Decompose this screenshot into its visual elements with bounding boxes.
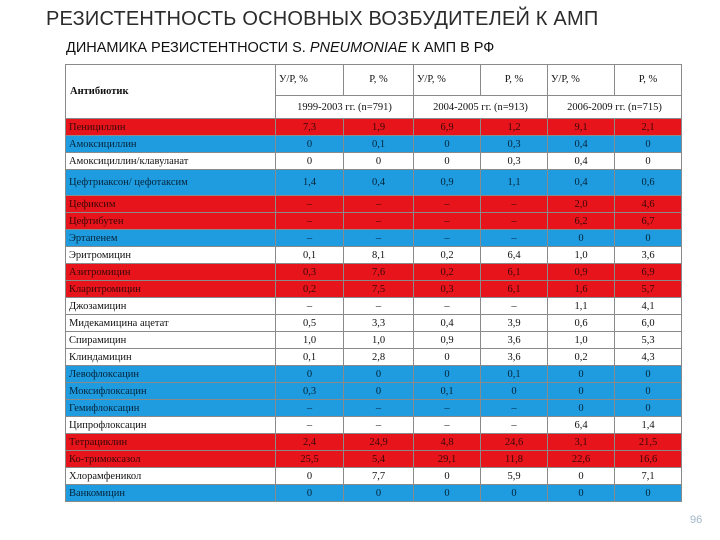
resistance-value: 0 xyxy=(414,153,481,170)
resistance-value: 0 xyxy=(481,485,548,502)
resistance-value: 0,3 xyxy=(481,136,548,153)
resistance-value: 0,4 xyxy=(414,315,481,332)
resistance-value: 1,2 xyxy=(481,119,548,136)
resistance-value: 7,3 xyxy=(276,119,344,136)
resistance-value: – xyxy=(344,230,414,247)
antibiotic-name: Тетрациклин xyxy=(66,434,276,451)
resistance-value: 0 xyxy=(481,383,548,400)
resistance-value: 0,1 xyxy=(481,366,548,383)
resistance-value: 0 xyxy=(414,468,481,485)
resistance-value: 2,1 xyxy=(615,119,682,136)
resistance-value: 5,9 xyxy=(481,468,548,485)
resistance-value: – xyxy=(276,400,344,417)
resistance-value: 0 xyxy=(276,366,344,383)
table-row xyxy=(66,298,682,315)
col-header: Р, % xyxy=(481,65,548,96)
col-header: Р, % xyxy=(344,65,414,96)
table-body xyxy=(66,119,682,502)
table-row xyxy=(66,281,682,298)
resistance-value: 0,6 xyxy=(548,315,615,332)
resistance-value: 1,4 xyxy=(615,417,682,434)
resistance-value: – xyxy=(414,230,481,247)
col-header: У/Р, % xyxy=(414,65,481,96)
col-header: Р, % xyxy=(615,65,682,96)
resistance-value: 0,4 xyxy=(548,153,615,170)
table-row xyxy=(66,153,682,170)
antibiotic-name: Левофлоксацин xyxy=(66,366,276,383)
resistance-value: 0 xyxy=(414,349,481,366)
table-row xyxy=(66,230,682,247)
table-row xyxy=(66,400,682,417)
resistance-value: 4,6 xyxy=(615,196,682,213)
resistance-value: 0,3 xyxy=(276,383,344,400)
table-row xyxy=(66,247,682,264)
resistance-value: 0,9 xyxy=(548,264,615,281)
antibiotic-name: Гемифлоксацин xyxy=(66,400,276,417)
resistance-value: 0,2 xyxy=(414,264,481,281)
resistance-value: 0,3 xyxy=(276,264,344,281)
col-header: У/Р, % xyxy=(276,65,344,96)
resistance-value: – xyxy=(414,417,481,434)
table-row xyxy=(66,434,682,451)
resistance-value: – xyxy=(344,417,414,434)
antibiotic-name: Ко-тримоксазол xyxy=(66,451,276,468)
resistance-value: 0,9 xyxy=(414,332,481,349)
resistance-value: – xyxy=(481,298,548,315)
resistance-value: 6,7 xyxy=(615,213,682,230)
resistance-value: – xyxy=(481,417,548,434)
resistance-value: 0 xyxy=(276,485,344,502)
resistance-value: 1,6 xyxy=(548,281,615,298)
resistance-value: 0 xyxy=(548,468,615,485)
resistance-value: 4,3 xyxy=(615,349,682,366)
table-row xyxy=(66,213,682,230)
resistance-value: – xyxy=(481,230,548,247)
col-header: У/Р, % xyxy=(548,65,615,96)
resistance-value: – xyxy=(481,196,548,213)
resistance-value: 1,9 xyxy=(344,119,414,136)
resistance-value: 2,0 xyxy=(548,196,615,213)
resistance-value: 0,5 xyxy=(276,315,344,332)
table-row xyxy=(66,349,682,366)
resistance-value: 3,6 xyxy=(615,247,682,264)
antibiotic-name: Амоксициллин/клавуланат xyxy=(66,153,276,170)
resistance-value: 0,4 xyxy=(548,136,615,153)
resistance-value: 0 xyxy=(344,485,414,502)
resistance-value: 6,9 xyxy=(414,119,481,136)
resistance-value: – xyxy=(481,213,548,230)
antibiotic-name: Хлорамфеникол xyxy=(66,468,276,485)
resistance-value: 0,6 xyxy=(615,170,682,196)
table-row xyxy=(66,196,682,213)
antibiotic-name: Ципрофлоксацин xyxy=(66,417,276,434)
resistance-value: 3,3 xyxy=(344,315,414,332)
resistance-value: 29,1 xyxy=(414,451,481,468)
table-row xyxy=(66,136,682,153)
antibiotic-name: Клиндамицин xyxy=(66,349,276,366)
resistance-value: 1,1 xyxy=(481,170,548,196)
period-header: 2006-2009 гг. (n=715) xyxy=(548,96,682,119)
resistance-value: – xyxy=(276,196,344,213)
resistance-value: 3,6 xyxy=(481,332,548,349)
table-row xyxy=(66,332,682,349)
resistance-value: – xyxy=(344,196,414,213)
resistance-value: 5,3 xyxy=(615,332,682,349)
resistance-value: 0 xyxy=(344,366,414,383)
resistance-value: – xyxy=(481,400,548,417)
resistance-value: 0,1 xyxy=(276,247,344,264)
period-header: 2004-2005 гг. (n=913) xyxy=(414,96,548,119)
resistance-value: 0 xyxy=(276,136,344,153)
antibiotic-name: Эритромицин xyxy=(66,247,276,264)
resistance-value: 0,3 xyxy=(481,153,548,170)
resistance-value: 5,4 xyxy=(344,451,414,468)
antibiotic-name: Пенициллин xyxy=(66,119,276,136)
resistance-value: – xyxy=(344,213,414,230)
antibiotic-name: Эртапенем xyxy=(66,230,276,247)
table-row xyxy=(66,264,682,281)
resistance-value: 6,4 xyxy=(481,247,548,264)
antibiotic-header: Антибиотик xyxy=(66,65,276,119)
resistance-value: 7,7 xyxy=(344,468,414,485)
resistance-value: – xyxy=(276,230,344,247)
resistance-value: – xyxy=(414,196,481,213)
resistance-value: 6,2 xyxy=(548,213,615,230)
resistance-value: 25,5 xyxy=(276,451,344,468)
antibiotic-name: Джозамицин xyxy=(66,298,276,315)
resistance-value: 1,4 xyxy=(276,170,344,196)
resistance-value: – xyxy=(276,213,344,230)
resistance-value: 0 xyxy=(276,468,344,485)
resistance-value: 2,8 xyxy=(344,349,414,366)
resistance-value: 9,1 xyxy=(548,119,615,136)
resistance-value: 3,6 xyxy=(481,349,548,366)
resistance-value: 0 xyxy=(414,136,481,153)
resistance-value: 0,4 xyxy=(548,170,615,196)
resistance-value: 0,1 xyxy=(414,383,481,400)
table-row xyxy=(66,468,682,485)
table-row xyxy=(66,383,682,400)
table-row xyxy=(66,366,682,383)
resistance-value: 0 xyxy=(548,400,615,417)
resistance-value: 0,2 xyxy=(414,247,481,264)
resistance-value: 16,6 xyxy=(615,451,682,468)
subtitle-prefix: ДИНАМИКА РЕЗИСТЕНТНОСТИ S. xyxy=(66,40,310,56)
table-row xyxy=(66,485,682,502)
resistance-value: 6,4 xyxy=(548,417,615,434)
resistance-value: 6,0 xyxy=(615,315,682,332)
resistance-value: 7,6 xyxy=(344,264,414,281)
resistance-value: 1,0 xyxy=(548,332,615,349)
resistance-value: 6,9 xyxy=(615,264,682,281)
resistance-value: 22,6 xyxy=(548,451,615,468)
resistance-value: 7,5 xyxy=(344,281,414,298)
resistance-value: 6,1 xyxy=(481,264,548,281)
resistance-value: 0 xyxy=(276,153,344,170)
resistance-value: 4,8 xyxy=(414,434,481,451)
resistance-value: 0 xyxy=(615,136,682,153)
resistance-value: 0 xyxy=(615,383,682,400)
antibiotic-name: Спирамицин xyxy=(66,332,276,349)
resistance-value: 0,3 xyxy=(414,281,481,298)
resistance-value: 3,9 xyxy=(481,315,548,332)
resistance-value: 0,1 xyxy=(344,136,414,153)
resistance-table xyxy=(65,64,682,502)
resistance-value: – xyxy=(344,400,414,417)
subtitle-suffix: К АМП В РФ xyxy=(407,40,495,56)
antibiotic-name: Моксифлоксацин xyxy=(66,383,276,400)
subtitle-species: PNEUMONIAE xyxy=(309,40,408,56)
resistance-value: – xyxy=(414,213,481,230)
resistance-value: 24,9 xyxy=(344,434,414,451)
table-row xyxy=(66,170,682,196)
resistance-value: 1,1 xyxy=(548,298,615,315)
antibiotic-name: Азитромицин xyxy=(66,264,276,281)
resistance-value: 3,1 xyxy=(548,434,615,451)
resistance-value: 0,1 xyxy=(276,349,344,366)
table-row xyxy=(66,315,682,332)
slide-title: РЕЗИСТЕНТНОСТЬ ОСНОВНЫХ ВОЗБУДИТЕЛЕЙ К АМП xyxy=(46,8,599,30)
resistance-value: 1,0 xyxy=(276,332,344,349)
table-row xyxy=(66,451,682,468)
antibiotic-name: Амоксициллин xyxy=(66,136,276,153)
resistance-value: 1,0 xyxy=(344,332,414,349)
table-row xyxy=(66,119,682,136)
resistance-value: 11,8 xyxy=(481,451,548,468)
resistance-value: – xyxy=(276,417,344,434)
resistance-value: – xyxy=(414,298,481,315)
antibiotic-name: Мидекамицина ацетат xyxy=(66,315,276,332)
resistance-value: – xyxy=(414,400,481,417)
resistance-value: 2,4 xyxy=(276,434,344,451)
resistance-value: 0,4 xyxy=(344,170,414,196)
antibiotic-name: Цефтриаксон/ цефотаксим xyxy=(66,170,276,196)
resistance-value: 0 xyxy=(344,383,414,400)
resistance-value: 7,1 xyxy=(615,468,682,485)
resistance-value: 0,2 xyxy=(276,281,344,298)
slide-subtitle xyxy=(66,40,494,56)
resistance-value: 0 xyxy=(548,485,615,502)
resistance-value: – xyxy=(276,298,344,315)
resistance-value: 0 xyxy=(548,383,615,400)
resistance-value: 5,7 xyxy=(615,281,682,298)
antibiotic-name: Ванкомицин xyxy=(66,485,276,502)
resistance-value: 8,1 xyxy=(344,247,414,264)
resistance-value: 0 xyxy=(615,153,682,170)
resistance-value: 0 xyxy=(548,230,615,247)
resistance-value: 0 xyxy=(615,366,682,383)
resistance-value: 0 xyxy=(615,485,682,502)
resistance-value: 0,9 xyxy=(414,170,481,196)
resistance-value: 0 xyxy=(414,485,481,502)
resistance-value: 0 xyxy=(615,400,682,417)
resistance-value: 6,1 xyxy=(481,281,548,298)
table-row xyxy=(66,417,682,434)
resistance-value: 0,2 xyxy=(548,349,615,366)
resistance-value: 1,0 xyxy=(548,247,615,264)
resistance-value: 24,6 xyxy=(481,434,548,451)
resistance-value: 0 xyxy=(548,366,615,383)
page-number: 96 xyxy=(690,514,703,526)
antibiotic-name: Цефиксим xyxy=(66,196,276,213)
resistance-value: 0 xyxy=(414,366,481,383)
resistance-value: 4,1 xyxy=(615,298,682,315)
resistance-value: – xyxy=(344,298,414,315)
resistance-value: 0 xyxy=(615,230,682,247)
antibiotic-name: Кларитромицин xyxy=(66,281,276,298)
resistance-value: 21,5 xyxy=(615,434,682,451)
antibiotic-name: Цефтибутен xyxy=(66,213,276,230)
resistance-value: 0 xyxy=(344,153,414,170)
period-header: 1999-2003 гг. (n=791) xyxy=(276,96,414,119)
